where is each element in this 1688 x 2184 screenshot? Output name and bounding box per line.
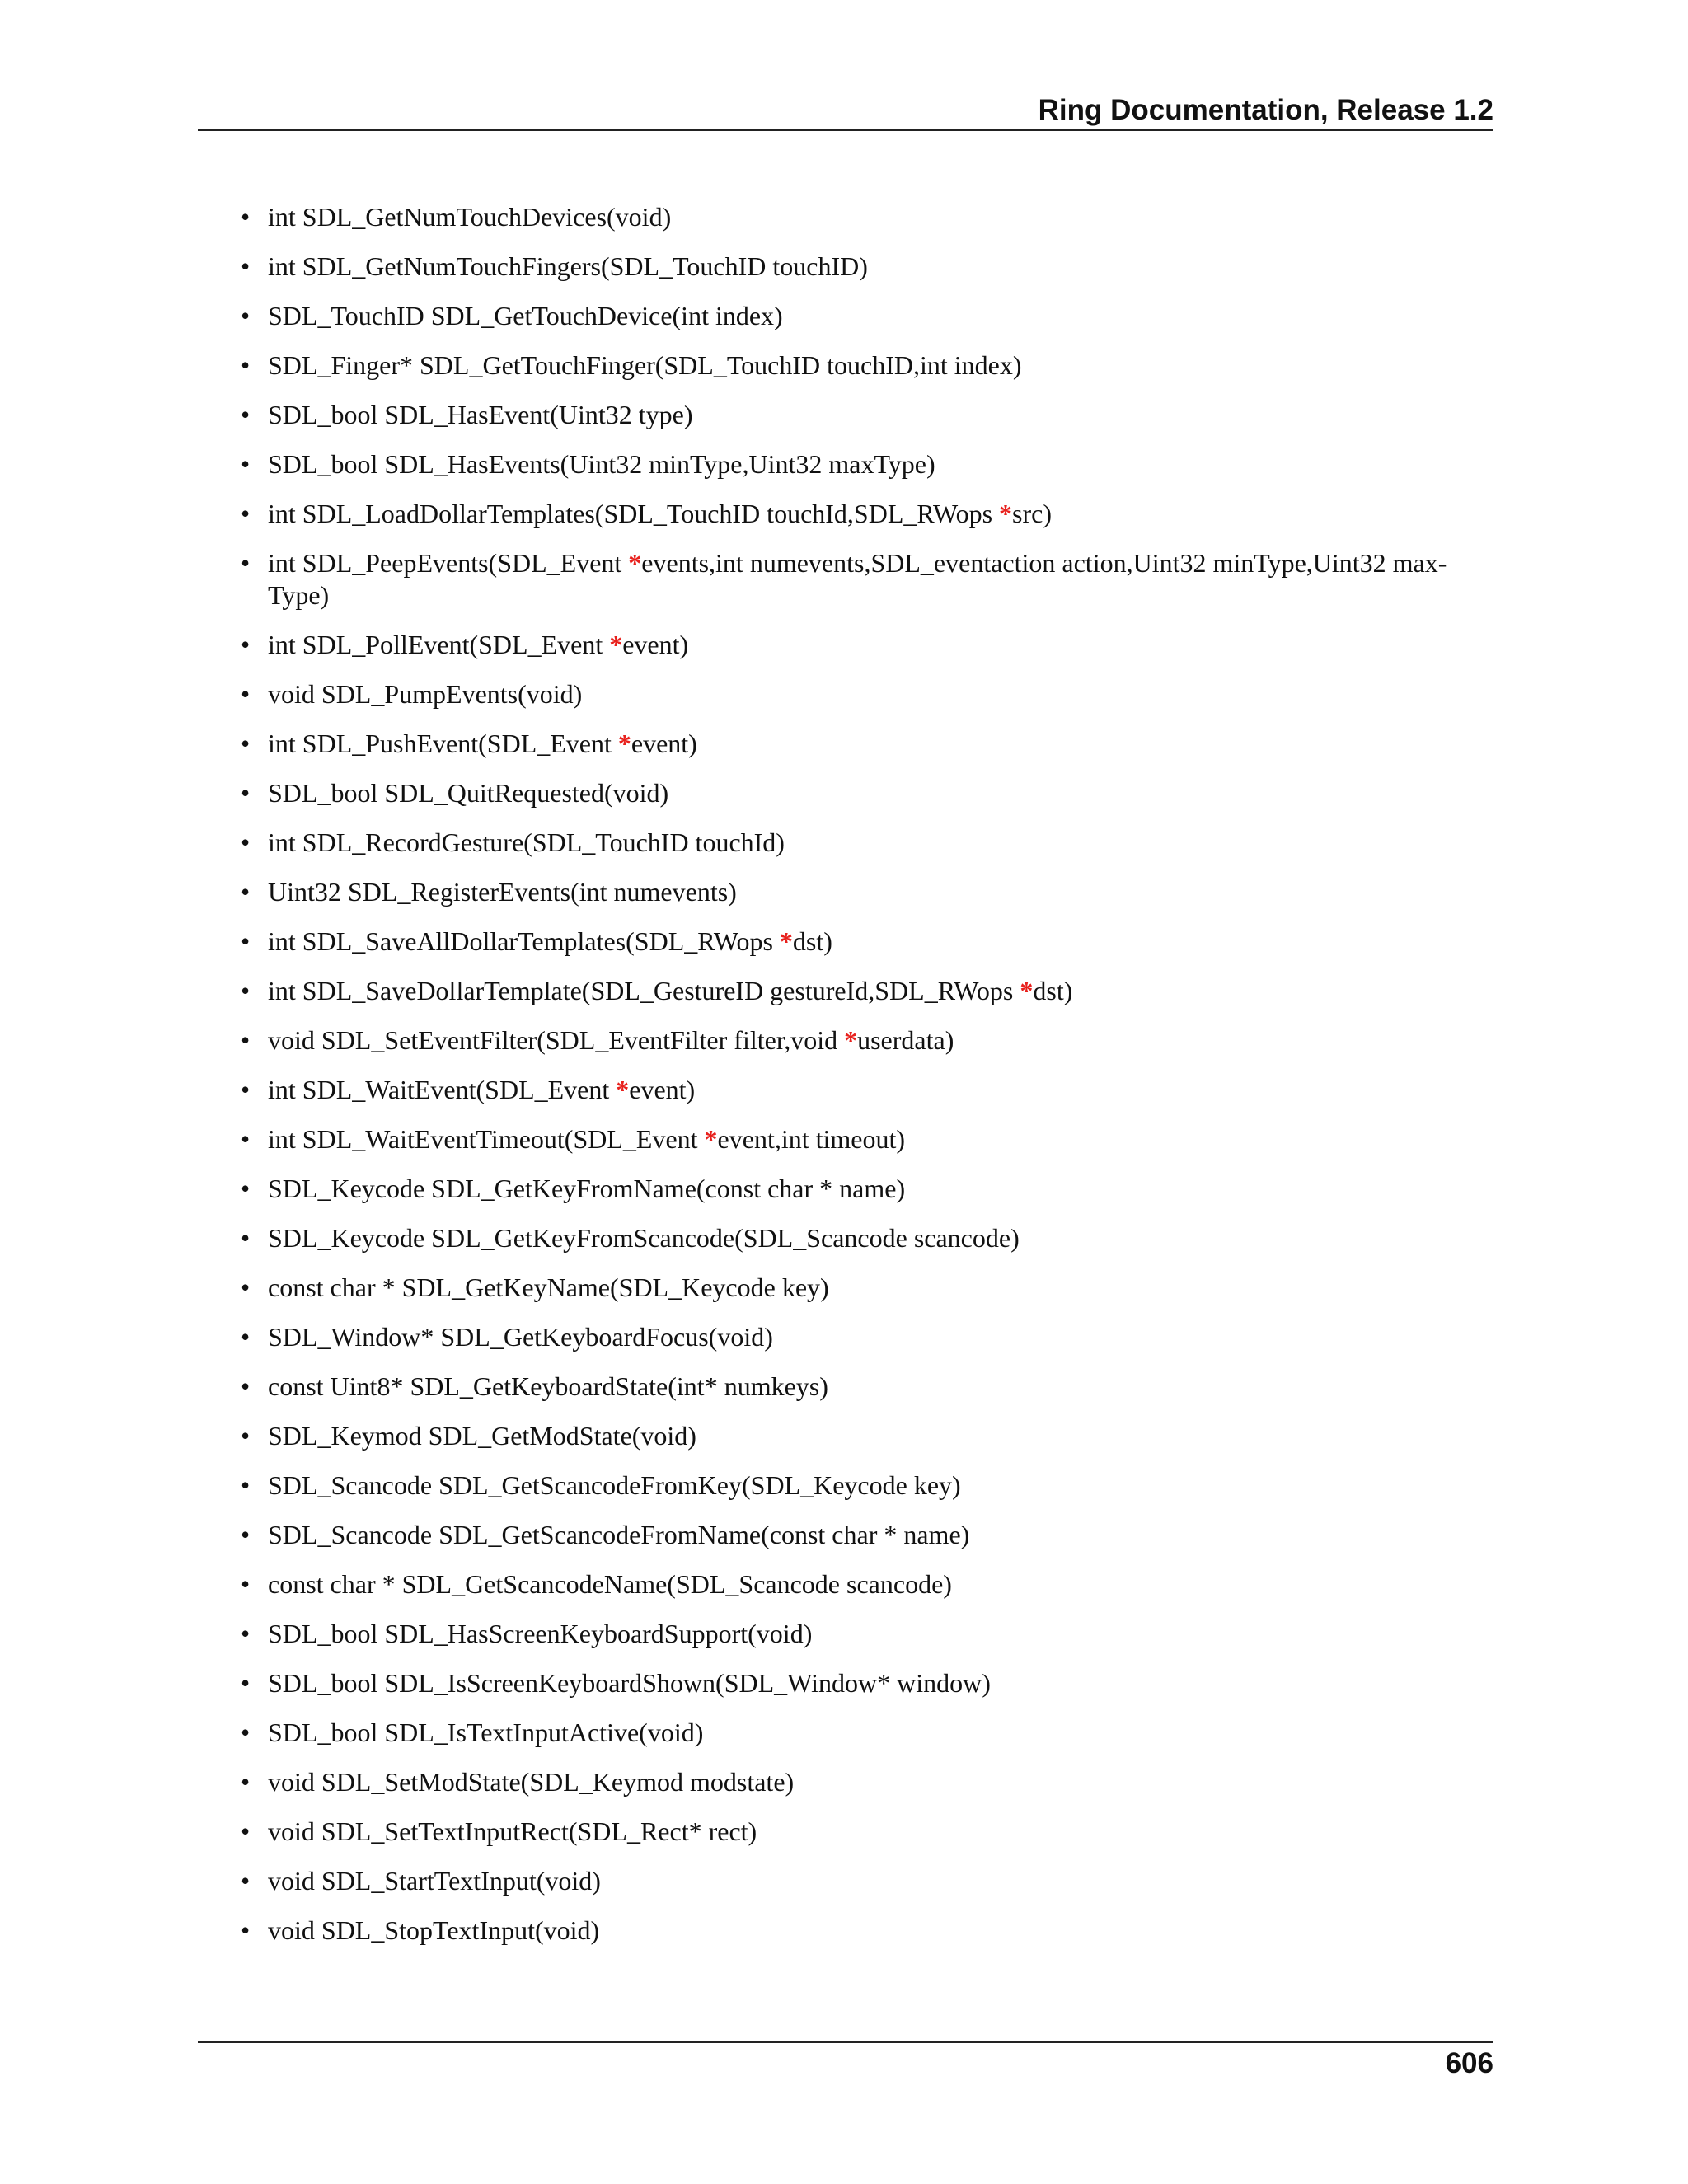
function-signature: [268, 1866, 601, 1896]
signature-text: int SDL_GetNumTouchDevices(void): [268, 202, 672, 232]
list-item: [239, 1519, 1493, 1551]
signature-text: userdata): [857, 1025, 954, 1055]
function-signature: [268, 1470, 961, 1500]
pointer-marker: *: [616, 1075, 630, 1104]
function-signature: [268, 1124, 905, 1154]
list-item: [239, 448, 1493, 480]
page-number: 606: [1445, 2047, 1493, 2079]
function-signature: [268, 679, 582, 709]
list-item: [239, 399, 1493, 431]
list-item: [239, 678, 1493, 710]
bullet-icon: •: [241, 202, 251, 232]
list-item: [239, 1222, 1493, 1254]
function-signature: [268, 1272, 829, 1302]
function-list: [239, 201, 1493, 1964]
function-signature: [268, 1619, 812, 1648]
bullet-icon: •: [241, 1915, 251, 1945]
bullet-icon: •: [241, 1470, 251, 1500]
list-item: [239, 1568, 1493, 1601]
list-item: [239, 629, 1493, 661]
signature-text: int SDL_SaveDollarTemplate(SDL_GestureID gestureId,SDL_RWops: [268, 976, 1020, 1005]
bullet-icon: •: [241, 1421, 251, 1451]
list-item: [239, 1618, 1493, 1650]
list-item: [239, 300, 1493, 332]
list-item: [239, 201, 1493, 233]
list-item: [239, 1667, 1493, 1699]
list-item: [239, 1173, 1493, 1205]
bullet-icon: •: [241, 548, 251, 578]
bullet-icon: •: [241, 350, 251, 380]
function-signature: [268, 1075, 695, 1104]
signature-text: void SDL_StartTextInput(void): [268, 1866, 601, 1896]
list-item: [239, 1272, 1493, 1304]
signature-text: SDL_Scancode SDL_GetScancodeFromKey(SDL_Keycode key): [268, 1470, 961, 1500]
list-item: [239, 876, 1493, 908]
function-signature: [268, 1371, 828, 1401]
function-signature: [268, 1174, 905, 1203]
list-item: [239, 975, 1493, 1007]
list-item: [239, 728, 1493, 760]
bullet-icon: •: [241, 1124, 251, 1154]
list-item: [239, 349, 1493, 382]
bullet-icon: •: [241, 1767, 251, 1797]
list-item: [239, 1865, 1493, 1897]
signature-text: SDL_Keycode SDL_GetKeyFromScancode(SDL_Scancode scancode): [268, 1223, 1020, 1253]
signature-text: int SDL_WaitEventTimeout(SDL_Event: [268, 1124, 705, 1154]
function-signature: [268, 827, 785, 857]
signature-text: int SDL_PeepEvents(SDL_Event: [268, 548, 629, 578]
signature-text: int SDL_SaveAllDollarTemplates(SDL_RWops: [268, 926, 780, 956]
list-item: [239, 1816, 1493, 1848]
function-signature: [268, 976, 1072, 1005]
list-item: [239, 1024, 1493, 1057]
function-signature: [268, 202, 671, 232]
bullet-icon: •: [241, 1866, 251, 1896]
function-signature: [268, 1421, 696, 1451]
list-item: [239, 1766, 1493, 1798]
function-signature: [268, 1569, 952, 1599]
bullet-icon: •: [241, 1668, 251, 1698]
function-signature: [268, 926, 832, 956]
signature-text: SDL_bool SDL_IsTextInputActive(void): [268, 1718, 704, 1747]
pointer-marker: *: [704, 1124, 718, 1154]
list-item: [239, 827, 1493, 859]
function-signature: [268, 1668, 991, 1698]
signature-text: SDL_bool SDL_HasEvent(Uint32 type): [268, 400, 693, 429]
pointer-marker: *: [779, 926, 793, 956]
function-signature: [268, 1223, 1020, 1253]
function-signature: [268, 729, 697, 758]
function-signature: [268, 1816, 757, 1846]
signature-text: int SDL_PollEvent(SDL_Event: [268, 630, 610, 659]
function-signature: [268, 251, 868, 281]
bullet-icon: •: [241, 1371, 251, 1401]
bullet-icon: •: [241, 1223, 251, 1253]
function-signature: [268, 499, 1052, 528]
signature-text: SDL_bool SDL_HasEvents(Uint32 minType,Uint32 maxType): [268, 449, 935, 479]
signature-text: const char * SDL_GetKeyName(SDL_Keycode key): [268, 1272, 829, 1302]
function-signature: [268, 1718, 703, 1747]
function-signature: [268, 1915, 599, 1945]
list-item: [239, 1420, 1493, 1452]
signature-text: void SDL_SetEventFilter(SDL_EventFilter filter,void: [268, 1025, 845, 1055]
function-signature: [268, 877, 737, 907]
list-item: [239, 1321, 1493, 1353]
function-signature: [268, 1767, 794, 1797]
bullet-icon: •: [241, 926, 251, 956]
signature-text: SDL_bool SDL_QuitRequested(void): [268, 778, 669, 808]
signature-text: int SDL_PushEvent(SDL_Event: [268, 729, 618, 758]
bullet-icon: •: [241, 827, 251, 857]
bullet-icon: •: [241, 1174, 251, 1203]
bullet-icon: •: [241, 1816, 251, 1846]
header-rule: [198, 129, 1493, 131]
bullet-icon: •: [241, 1075, 251, 1104]
list-item: [239, 1123, 1493, 1155]
signature-text: SDL_Finger* SDL_GetTouchFinger(SDL_TouchID touchID,int index): [268, 350, 1022, 380]
pointer-marker: *: [999, 499, 1013, 528]
bullet-icon: •: [241, 449, 251, 479]
pointer-marker: *: [628, 548, 642, 578]
signature-text: const char * SDL_GetScancodeName(SDL_Scancode scancode): [268, 1569, 952, 1599]
list-item: [239, 926, 1493, 958]
list-item: [239, 1074, 1493, 1106]
footer-rule: [198, 2041, 1493, 2043]
pointer-marker: *: [844, 1025, 858, 1055]
function-signature: [268, 548, 1447, 610]
bullet-icon: •: [241, 301, 251, 330]
list-item: [239, 251, 1493, 283]
signature-text: SDL_TouchID SDL_GetTouchDevice(int index): [268, 301, 783, 330]
function-signature: [268, 778, 668, 808]
signature-text: int SDL_GetNumTouchFingers(SDL_TouchID touchID): [268, 251, 868, 281]
signature-text: int SDL_LoadDollarTemplates(SDL_TouchID touchId,SDL_RWops: [268, 499, 1000, 528]
function-signature: [268, 350, 1022, 380]
signature-text: SDL_bool SDL_HasScreenKeyboardSupport(void): [268, 1619, 813, 1648]
signature-text: dst): [1033, 976, 1073, 1005]
bullet-icon: •: [241, 1272, 251, 1302]
signature-text: event): [629, 1075, 696, 1104]
list-item: [239, 1915, 1493, 1947]
signature-text: SDL_bool SDL_IsScreenKeyboardShown(SDL_Window* window): [268, 1668, 991, 1698]
page-header-title: Ring Documentation, Release 1.2: [1038, 94, 1493, 126]
function-signature: [268, 1322, 773, 1352]
signature-text: int SDL_RecordGesture(SDL_TouchID touchId): [268, 827, 785, 857]
signature-text: void SDL_SetModState(SDL_Keymod modstate): [268, 1767, 795, 1797]
signature-text: SDL_Window* SDL_GetKeyboardFocus(void): [268, 1322, 773, 1352]
signature-text: event): [631, 729, 697, 758]
list-item: [239, 1469, 1493, 1502]
signature-text: void SDL_PumpEvents(void): [268, 679, 583, 709]
pointer-marker: *: [617, 729, 631, 758]
signature-text: src): [1012, 499, 1053, 528]
function-signature: [268, 400, 693, 429]
bullet-icon: •: [241, 251, 251, 281]
bullet-icon: •: [241, 1025, 251, 1055]
bullet-icon: •: [241, 499, 251, 528]
function-signature: [268, 1520, 969, 1549]
list-item: [239, 498, 1493, 530]
signature-text: event,int timeout): [717, 1124, 906, 1154]
signature-text: events,int numevents,SDL_eventaction action,Uint32 minType,Uint32 max-Type): [268, 548, 1447, 610]
function-signature: [268, 1025, 954, 1055]
signature-text: void SDL_StopTextInput(void): [268, 1915, 600, 1945]
list-item: [239, 1717, 1493, 1749]
signature-text: int SDL_WaitEvent(SDL_Event: [268, 1075, 617, 1104]
signature-text: Uint32 SDL_RegisterEvents(int numevents): [268, 877, 737, 907]
pointer-marker: *: [1020, 976, 1034, 1005]
pointer-marker: *: [609, 630, 623, 659]
signature-text: SDL_Keymod SDL_GetModState(void): [268, 1421, 696, 1451]
signature-text: SDL_Scancode SDL_GetScancodeFromName(const char * name): [268, 1520, 970, 1549]
list-item: [239, 547, 1493, 612]
list-item: [239, 777, 1493, 809]
list-item: [239, 1371, 1493, 1403]
signature-text: event): [622, 630, 689, 659]
bullet-icon: •: [241, 679, 251, 709]
bullet-icon: •: [241, 630, 251, 659]
signature-text: const Uint8* SDL_GetKeyboardState(int* numkeys): [268, 1371, 828, 1401]
bullet-icon: •: [241, 1619, 251, 1648]
bullet-icon: •: [241, 1569, 251, 1599]
signature-text: dst): [792, 926, 832, 956]
bullet-icon: •: [241, 1322, 251, 1352]
function-signature: [268, 449, 935, 479]
signature-text: SDL_Keycode SDL_GetKeyFromName(const char * name): [268, 1174, 906, 1203]
bullet-icon: •: [241, 729, 251, 758]
function-signature: [268, 630, 688, 659]
bullet-icon: •: [241, 1520, 251, 1549]
bullet-icon: •: [241, 400, 251, 429]
signature-text: void SDL_SetTextInputRect(SDL_Rect* rect): [268, 1816, 757, 1846]
bullet-icon: •: [241, 976, 251, 1005]
function-signature: [268, 301, 783, 330]
bullet-icon: •: [241, 778, 251, 808]
bullet-icon: •: [241, 1718, 251, 1747]
bullet-icon: •: [241, 877, 251, 907]
